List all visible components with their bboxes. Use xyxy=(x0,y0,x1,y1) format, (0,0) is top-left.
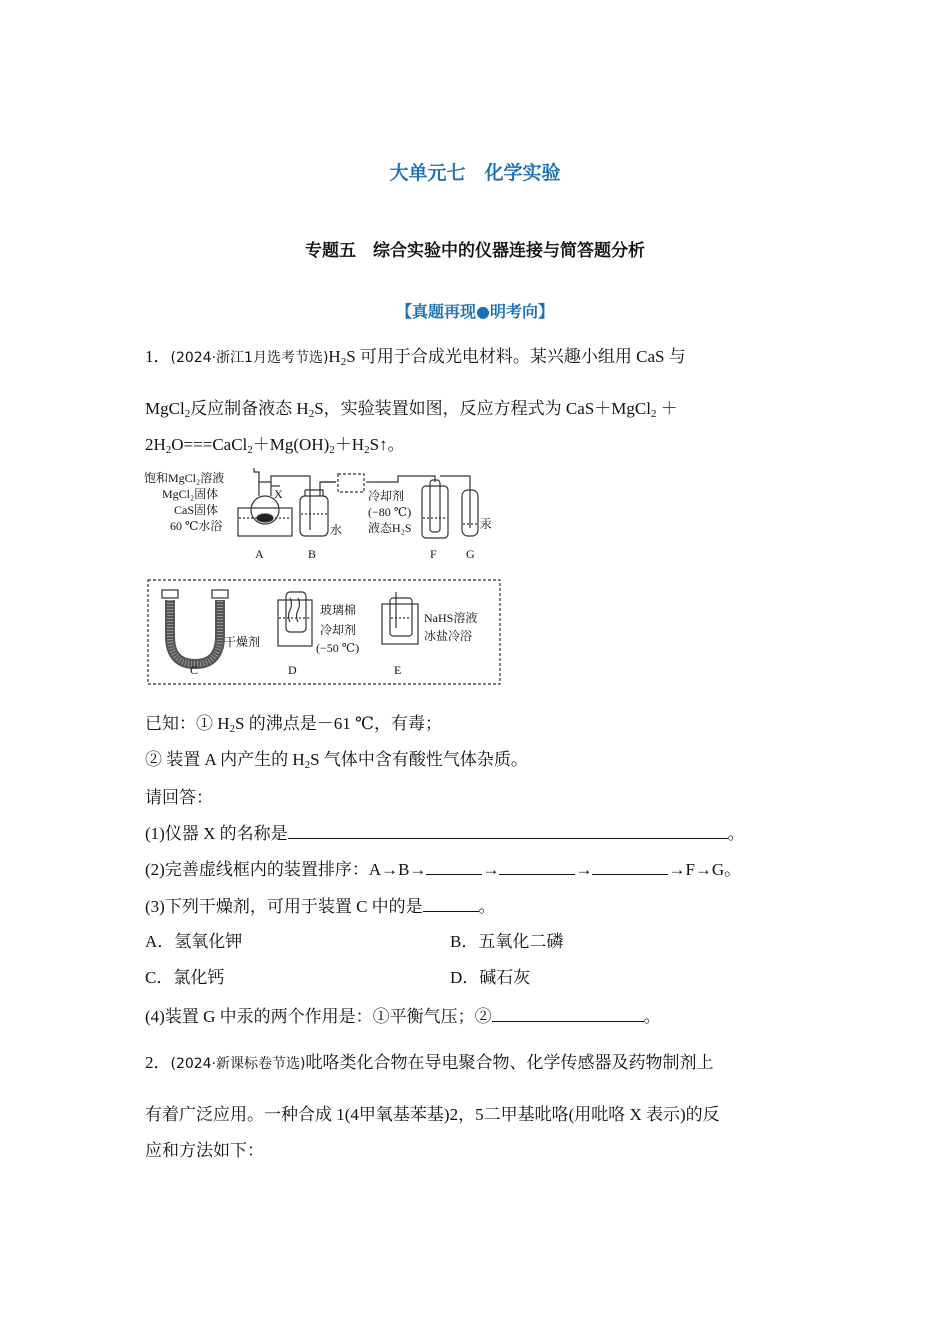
unit-title: 大单元七 化学实验 xyxy=(389,162,561,184)
label-F: F xyxy=(430,547,437,561)
q1-part-3: (3)下列干燥剂，可用于装置 C 中的是 。 xyxy=(145,897,496,916)
label-water-bath: 60 ℃水浴 xyxy=(170,519,223,533)
section-heading: 【真题再现●明考向】 xyxy=(396,302,554,321)
label-desiccant: 干燥剂 xyxy=(224,635,261,649)
label-temp-50: (−50 ℃) xyxy=(316,641,360,655)
answer-blank-2a[interactable] xyxy=(426,858,482,875)
label-G: G xyxy=(466,547,475,561)
answer-blank-1[interactable] xyxy=(288,822,728,839)
label-mercury: 汞 xyxy=(480,517,493,531)
apparatus-figure xyxy=(140,468,510,688)
label-E: E xyxy=(394,663,402,677)
answer-blank-2c[interactable] xyxy=(592,858,668,875)
label-ice-bath: 冰盐冷浴 xyxy=(424,629,473,643)
label-x: X xyxy=(274,487,283,501)
q1-number: 1． xyxy=(145,347,171,366)
q2-line-3: 应和方法如下： xyxy=(145,1141,264,1160)
q1-line-3: $2H_2O===CaCl_2+Mg(OH)_2+H_2S↑$。 xyxy=(145,435,405,456)
bottle-B xyxy=(300,496,328,536)
label-cas-solid: CaS固体 xyxy=(174,503,219,517)
q1-part-1: (1)仪器 X 的名称是 。 xyxy=(145,824,745,843)
answer-blank-3[interactable] xyxy=(423,895,479,912)
label-nahs: NaHS溶液 xyxy=(424,611,478,625)
q2-number: 2． xyxy=(145,1053,171,1072)
option-A[interactable]: A．氢氧化钾 xyxy=(145,932,243,951)
label-C: C xyxy=(190,663,199,677)
known-1: 已知：① $H_2S$ 的沸点是－61 ℃，有毒； xyxy=(145,714,443,735)
option-D[interactable]: D．碱石灰 xyxy=(450,968,531,987)
q1-part-4: (4)装置 G 中汞的两个作用是：①平衡气压；② 。 xyxy=(145,1007,661,1026)
label-water: 水 xyxy=(330,523,343,537)
label-B: B xyxy=(308,547,317,561)
answer-blank-4[interactable] xyxy=(492,1005,644,1022)
option-C[interactable]: C．氯化钙 xyxy=(145,968,225,987)
u-tube-C xyxy=(170,600,220,664)
answer-blank-2b[interactable] xyxy=(499,858,575,875)
q1-line-2: MgCl$_2$反应制备液态 $H_2S$，实验装置如图，反应方程式为 CaS＋MgCl$_2$ ＋ xyxy=(145,399,678,420)
trap-F xyxy=(422,486,448,538)
label-coolant: 冷却剂 xyxy=(368,489,405,503)
label-mgcl2-solid: MgCl₂固体 xyxy=(162,487,219,501)
q2-line-1: 2．(2024·新课标卷节选)吡咯类化合物在导电聚合物、化学传感器及药物制剂上 xyxy=(145,1053,714,1072)
q1-part-2: (2)完善虚线框内的装置排序：A→B→ → → →F→G。 xyxy=(145,860,742,879)
q2-source: (2024·新课标卷节选) xyxy=(170,1056,306,1072)
placeholder-box xyxy=(338,474,364,492)
label-D: D xyxy=(288,663,297,677)
label-glass-wool: 玻璃棉 xyxy=(320,603,357,617)
vessel-D xyxy=(278,600,312,646)
label-A: A xyxy=(255,547,264,561)
label-coolant-2: 冷却剂 xyxy=(320,623,357,637)
label-temp-80: (−80 ℃) xyxy=(368,505,412,519)
topic-title: 专题五 综合实验中的仪器连接与简答题分析 xyxy=(305,241,645,261)
label-sat-mgcl2: 饱和MgCl₂溶液 xyxy=(144,471,225,485)
prompt: 请回答： xyxy=(145,788,213,807)
q2-line-2: 有着广泛应用。一种合成 1(4甲氧基苯基)2，5二甲基吡咯(用吡咯 X 表示)的反 xyxy=(145,1105,720,1124)
q1-source: (2024·浙江1月选考节选) xyxy=(170,350,329,366)
label-liquid-h2s: 液态H₂S xyxy=(368,521,412,535)
known-2: ② 装置 A 内产生的 $H_2S$ 气体中含有酸性气体杂质。 xyxy=(145,750,528,771)
q1-line-1: 1．(2024·浙江1月选考节选)$H_2S$ 可用于合成光电材料。某兴趣小组用 CaS 与 xyxy=(145,347,686,368)
option-B[interactable]: B．五氧化二磷 xyxy=(450,932,564,951)
